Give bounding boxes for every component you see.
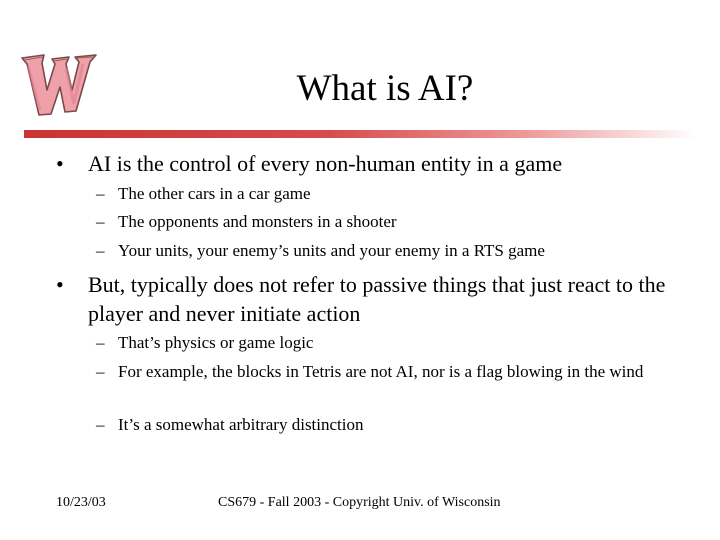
sub-bullet-text: For example, the blocks in Tetris are not AI, nor is a flag blowing in the wind [118,362,644,381]
sub-bullet-text: The opponents and monsters in a shooter [118,212,397,231]
footer-copyright: CS679 - Fall 2003 - Copyright Univ. of Wisconsin [218,495,501,510]
sub-bullet-text: The other cars in a car game [118,184,311,203]
sub-bullet-text: It’s a somewhat arbitrary distinction [118,415,364,434]
bullet-text: But, typically does not refer to passive things that just react to the player and never initiate action [88,272,666,326]
sub-bullet-dash: – [96,362,105,381]
wisconsin-w-logo [16,44,100,122]
sub-bullet-dash: – [96,184,105,203]
sub-bullet-text: That’s physics or game logic [118,333,314,352]
title-rule [24,130,696,138]
sub-bullet-text: Your units, your enemy’s units and your enemy in a RTS game [118,241,545,260]
sub-bullet-dash: – [96,241,105,260]
bullet-text: AI is the control of every non-human entity in a game [88,151,563,176]
sub-bullet-dash: – [96,333,105,352]
bullet-dot: • [56,151,64,176]
footer-date: 10/23/03 [56,495,106,510]
sub-bullet-dash: – [96,212,105,231]
bullet-dot: • [56,272,64,297]
slide-title: What is AI? [296,68,474,109]
sub-bullet-dash: – [96,415,105,434]
